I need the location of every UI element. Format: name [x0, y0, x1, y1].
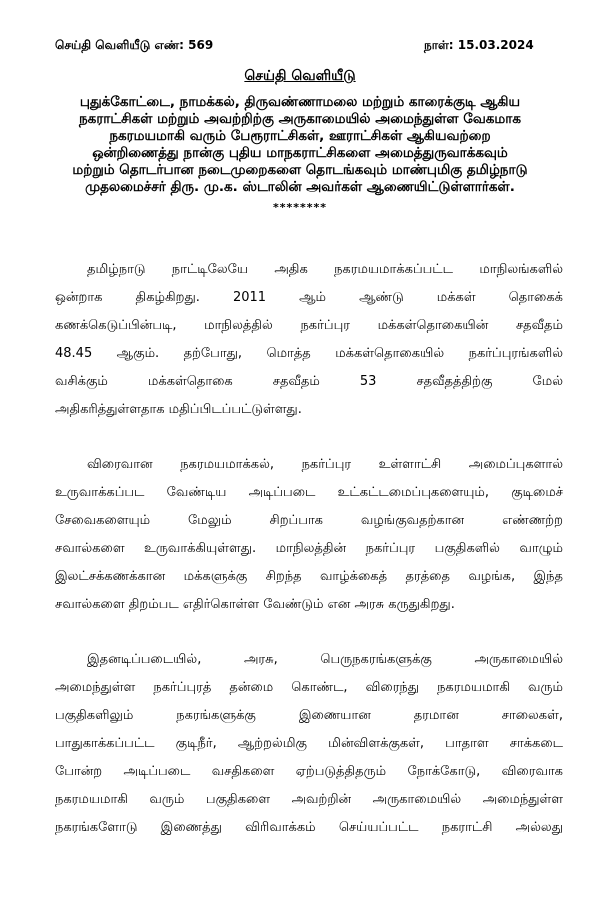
release-date: நாள்: 15.03.2024 — [424, 38, 534, 52]
summary-line: புதுக்கோட்டை, நாமக்கல், திருவண்ணாமலை மற்றும் காரைக்குடி ஆகிய — [79, 94, 521, 110]
summary-line: நகராட்சிகள் மற்றும் அவற்றிற்கு அருகாமையில் அமைந்துள்ள வேகமாக — [79, 111, 521, 127]
paragraph-line: அமைந்துள்ள நகர்ப்புரத் தன்மை கொண்ட, விரைந்து நகரமயமாகி வரும் — [55, 680, 563, 695]
paragraph-line: நகரமயமாகி வரும் பகுதிகளை அவற்றின் அருகாமையில் அமைந்துள்ள — [55, 792, 563, 807]
paragraph-line: கணக்கெடுப்பின்படி, மாநிலத்தில் நகர்ப்புர மக்கள்தொகையின் சதவீதம் — [55, 318, 563, 333]
paragraph-line: பகுதிகளிலும் நகரங்களுக்கு இணையான தரமான சாலைகள், — [55, 708, 563, 723]
paragraph-line: இதனடிப்படையில், அரசு, பெருநகரங்களுக்கு அருகாமையில் — [87, 652, 563, 667]
paragraph-line: அதிகரித்துள்ளதாக மதிப்பிடப்பட்டுள்ளது. — [55, 402, 302, 417]
summary-line: நகரமயமாகி வரும் பேரூராட்சிகள், ஊராட்சிகள் ஆகியவற்றை — [109, 128, 491, 144]
paragraph-line: பாதுகாக்கப்பட்ட குடிநீர், ஆற்றல்மிகு மின்விளக்குகள், பாதாள சாக்கடை — [55, 736, 563, 751]
paragraph-3 — [55, 646, 563, 842]
paragraph-line: 48.45 ஆகும். தற்போது, மொத்த மக்கள்தொகையில் நகர்ப்புரங்களில் — [55, 346, 563, 361]
separator: ******** — [272, 201, 328, 214]
paragraph-line: ஒன்றாக திகழ்கிறது. 2011 ஆம் ஆண்டு மக்கள் தொகைக் — [55, 290, 563, 305]
paragraph-line: தமிழ்நாடு நாட்டிலேயே அதிக நகரமயமாக்கப்பட்ட மாநிலங்களில் — [87, 262, 563, 277]
paragraph-line: சவால்களை உருவாக்கியுள்ளது. மாநிலத்தின் நகர்ப்புர பகுதிகளில் வாழும் — [55, 541, 563, 556]
release-number: செய்தி வெளியீடு எண்: 569 — [55, 38, 214, 52]
paragraph-line: நகரங்களோடு இணைத்து விரிவாக்கம் செய்யப்பட்ட நகராட்சி அல்லது — [55, 820, 563, 835]
summary-line: ஒன்றிணைத்து நான்கு புதிய மாநகராட்சிகளை அமைத்துருவாக்கவும் — [92, 145, 508, 161]
paragraph-line: வசிக்கும் மக்கள்தொகை சதவீதம் 53 சதவீதத்திற்கு மேல் — [55, 374, 563, 389]
paragraph-2 — [55, 451, 563, 619]
paragraph-1 — [55, 256, 563, 424]
paragraph-line: சேவைகளையும் மேலும் சிறப்பாக வழங்குவதற்கான எண்ணற்ற — [55, 513, 563, 528]
paragraph-line: சவால்களை திறம்பட எதிர்கொள்ள வேண்டும் என அரசு கருதுகிறது. — [55, 597, 455, 612]
paragraph-line: இலட்சக்கணக்கான மக்களுக்கு சிறந்த வாழ்க்கைத் தரத்தை வழங்க, இந்த — [55, 569, 563, 584]
paragraph-line: உருவாக்கப்பட வேண்டிய அடிப்படை உட்கட்டமைப்புகளையும், குடிமைச் — [55, 485, 563, 500]
summary-line: முதலமைச்சர் திரு. மு.க. ஸ்டாலின் அவர்கள் ஆணையிட்டுள்ளார்கள். — [85, 179, 515, 195]
paragraph-line: போன்ற அடிப்படை வசதிகளை ஏற்படுத்திதரும் நோக்கோடு, விரைவாக — [55, 764, 563, 779]
summary-line: மற்றும் தொடர்பான நடைமுறைகளை தொடங்கவும் மாண்புமிகு தமிழ்நாடு — [72, 162, 528, 178]
paragraph-line: விரைவான நகரமயமாக்கல், நகர்ப்புர உள்ளாட்சி அமைப்புகளால் — [87, 457, 563, 472]
summary-block — [40, 94, 560, 196]
document-title: செய்தி வெளியீடு — [244, 68, 356, 84]
